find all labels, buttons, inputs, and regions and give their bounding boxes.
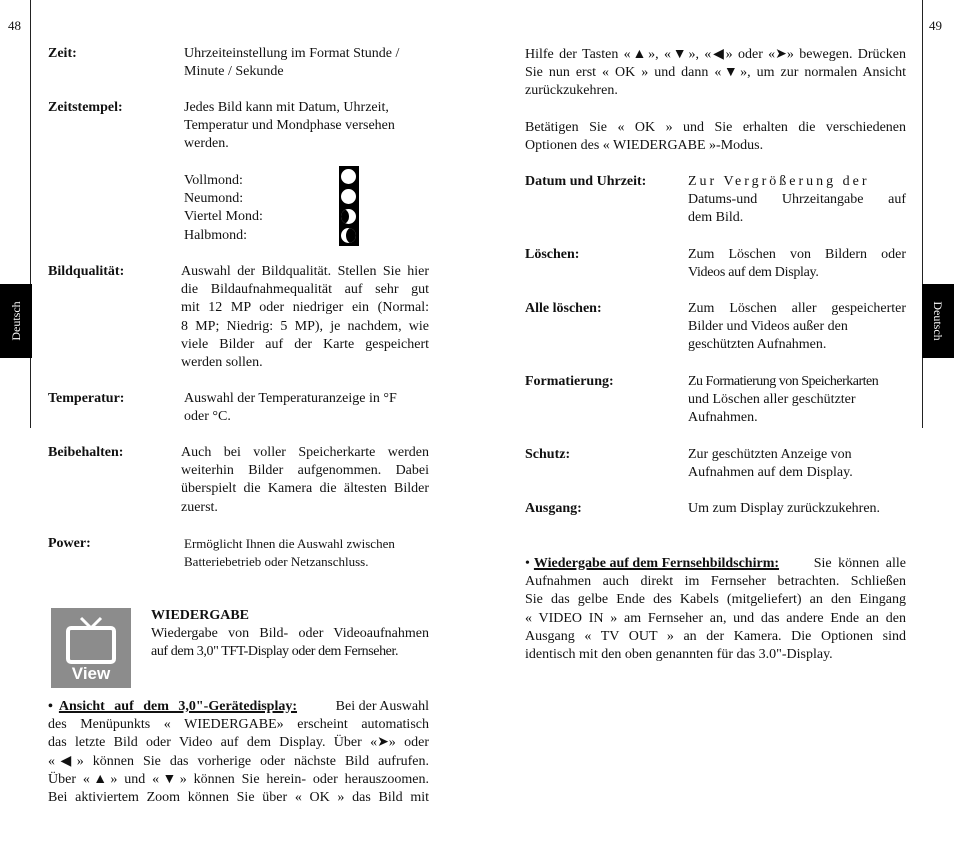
betaetigen-paragraph: Betätigen Sie « OK » und Sie erhalten die verschiedenen Optionen des « WIEDERGABE »-Modus. xyxy=(525,120,906,154)
term-power: Power: xyxy=(48,536,91,551)
moon-phase-list xyxy=(184,172,263,245)
term-zeitstempel: Zeitstempel: xyxy=(48,100,123,115)
wiedergabe-desc: Wiedergabe von Bild- oder Videoaufnahmen auf dem 3,0" TFT-Display oder dem Fernseher. xyxy=(151,626,429,660)
desc-loeschen: Zum Löschen von Bildern oder Videos auf dem Display. xyxy=(688,247,906,281)
desc-ausgang: Um zum Display zurückzukehren. xyxy=(688,501,881,516)
quarter-moon-icon xyxy=(341,209,356,224)
term-temperatur: Temperatur: xyxy=(48,391,125,406)
desc-beibehalten: Auch bei voller Speicherkarte werden weiterhin Bilder aufgenommen. Dabei überspielt die Kamera die ältesten Bilder zuerst. xyxy=(181,445,429,515)
desc-power: Ermöglicht Ihnen die Auswahl zwischen Batteriebetrieb oder Netzanschluss. xyxy=(184,536,395,570)
ansicht-paragraph: • Ansicht auf dem 3,0"-Gerätedisplay: Bei der Auswahl des Menüpunkts « WIEDERGABE» erscheint automatisch das letzte Bild oder Video auf dem Display. Über «➤» oder «◀» können Sie das vorherige oder nächste Bild aufrufen. Über «▲» und «▼» können Sie herein- oder herauszoomen. Bei aktiviertem Zoom können Sie über « OK » das Bild mit xyxy=(48,699,429,806)
moon-phase-quarter: Viertel Mond: xyxy=(184,209,263,225)
moon-phase-half: Halbmond: xyxy=(184,227,247,243)
moon-phase-icons xyxy=(339,166,359,246)
term-beibehalten: Beibehalten: xyxy=(48,445,124,460)
new-moon-icon xyxy=(341,189,356,204)
term-zeit: Zeit: xyxy=(48,46,77,61)
intro-paragraph: Hilfe der Tasten «▲», «▼», «◀» oder «➤» bewegen. Drücken Sie nun erst « OK » und dann «▼», um zur normalen Ansicht zurückzukehren. xyxy=(525,47,906,99)
term-formatierung: Formatierung: xyxy=(525,374,614,389)
desc-schutz: Zur geschützten Anzeige von Aufnahmen auf dem Display. xyxy=(688,447,853,481)
term-ausgang: Ausgang: xyxy=(525,501,582,516)
desc-alle-loeschen: Zum Löschen aller gespeicherter Bilder und Videos außer den geschützten Aufnahmen. xyxy=(688,301,906,353)
margin-line-left xyxy=(30,0,31,428)
margin-line-right xyxy=(922,0,923,428)
view-icon-label: View xyxy=(71,663,111,683)
desc-datum-uhrzeit: Zur Vergrößerung der Datums-und Uhrzeitangabe auf dem Bild. xyxy=(688,174,906,226)
desc-zeitstempel: Jedes Bild kann mit Datum, Uhrzeit, Temperatur und Mondphase versehen werden. xyxy=(184,100,395,152)
page-number-right: 49 xyxy=(929,18,942,33)
language-tab-right: Deutsch xyxy=(922,284,954,358)
page-number-left: 48 xyxy=(8,18,21,33)
term-alle-loeschen: Alle löschen: xyxy=(525,301,602,316)
desc-temperatur: Auswahl der Temperaturanzeige in °F oder °C. xyxy=(184,391,397,425)
half-moon-icon xyxy=(341,228,356,243)
term-loeschen: Löschen: xyxy=(525,247,580,262)
view-tv-icon xyxy=(51,608,131,688)
moon-phase-new: Neumond: xyxy=(184,191,244,207)
moon-phase-full: Vollmond: xyxy=(184,173,243,188)
term-schutz: Schutz: xyxy=(525,447,571,462)
desc-zeit: Uhrzeiteinstellung im Format Stunde / Minute / Sekunde xyxy=(184,46,400,80)
term-bildqualitaet: Bildqualität: xyxy=(48,264,125,279)
full-moon-icon xyxy=(341,169,356,184)
desc-bildqualitaet: Auswahl der Bildqualität. Stellen Sie hier die Bildaufnahmequalität auf sehr gut mit 12 MP oder niedriger ein (Normal: 8 MP; Niedrig: 5 MP), je nachdem, wie viele Bilder auf der Karte gespeichert werden sollen. xyxy=(181,264,429,371)
wiedergabe-heading: WIEDERGABE xyxy=(151,608,250,623)
desc-formatierung: Zu Formatierung von Speicherkarten und Löschen aller geschützter Aufnahmen. xyxy=(688,374,879,426)
term-datum-uhrzeit: Datum und Uhrzeit: xyxy=(525,174,647,189)
fernseh-paragraph: • Wiedergabe auf dem Fernsehbildschirm: Sie können alle Aufnahmen auch direkt im Fernseher betrachten. Schließen Sie das gelbe Ende des Kabels (mitgeliefert) an den Eingang « VIDEO IN » am Fernseher an, und das andere Ende an den Ausgang « TV OUT » an der Kamera. Die Optionen sind identisch mit den oben genannten für das 3.0"-Display. xyxy=(525,556,906,663)
language-tab-left: Deutsch xyxy=(0,284,32,358)
